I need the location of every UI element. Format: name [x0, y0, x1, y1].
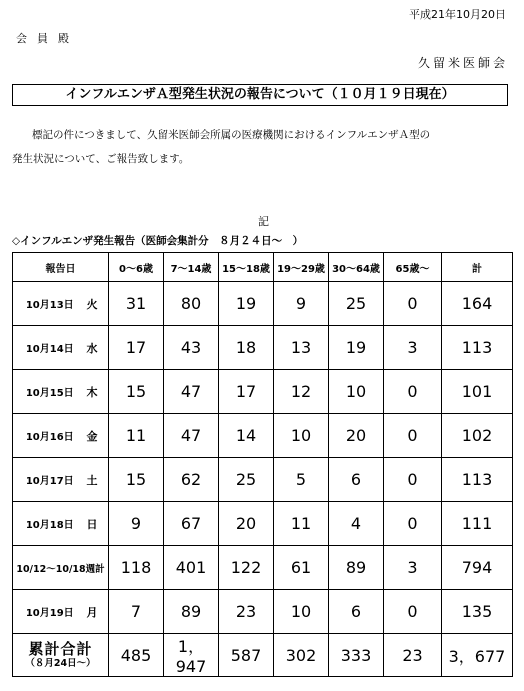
row-date: 10月13日 — [13, 282, 87, 326]
addressee: 会員殿 — [16, 32, 79, 45]
row-weekday: 水 — [87, 326, 109, 370]
cell-age-65-plus: 0 — [384, 370, 442, 414]
cell-total: 794 — [442, 546, 513, 590]
cell-age-7-14: 67 — [164, 502, 219, 546]
cell-age-0-6: 31 — [109, 282, 164, 326]
header-age-30-64: 30～64歳 — [329, 253, 384, 282]
week-range-label: 10/12～10/18週計 — [13, 546, 109, 590]
cell-age-65-plus: 0 — [384, 282, 442, 326]
cell-age-65-plus: 0 — [384, 502, 442, 546]
cell-total: 113 — [442, 326, 513, 370]
table-caption: ◇インフルエンザ発生報告（医師会集計分 ８月２４日～ ） — [12, 235, 304, 247]
row-date: 10月14日 — [13, 326, 87, 370]
cell-age-65-plus: 0 — [384, 414, 442, 458]
document-date: 平成21年10月20日 — [409, 8, 506, 21]
cell-age-0-6: 11 — [109, 414, 164, 458]
cell-age-0-6: 118 — [109, 546, 164, 590]
cell-age-65-plus: 3 — [384, 326, 442, 370]
cell-age-30-64: 333 — [329, 634, 384, 677]
row-weekday: 木 — [87, 370, 109, 414]
influenza-report-table — [12, 252, 513, 677]
cell-age-15-18: 25 — [219, 458, 274, 502]
table-row — [13, 590, 513, 634]
cell-age-0-6: 7 — [109, 590, 164, 634]
row-date: 10月17日 — [13, 458, 87, 502]
cell-age-7-14: 47 — [164, 414, 219, 458]
cell-age-30-64: 10 — [329, 370, 384, 414]
cell-age-65-plus: 3 — [384, 546, 442, 590]
table-row — [13, 414, 513, 458]
table-row — [13, 370, 513, 414]
cell-age-15-18: 23 — [219, 590, 274, 634]
cell-age-15-18: 17 — [219, 370, 274, 414]
row-weekday: 火 — [87, 282, 109, 326]
cell-age-0-6: 17 — [109, 326, 164, 370]
cell-age-7-14: 80 — [164, 282, 219, 326]
cell-age-65-plus: 0 — [384, 458, 442, 502]
cell-age-19-29: 10 — [274, 414, 329, 458]
cell-age-30-64: 6 — [329, 590, 384, 634]
cell-age-15-18: 18 — [219, 326, 274, 370]
cell-age-0-6: 485 — [109, 634, 164, 677]
header-total: 計 — [442, 253, 513, 282]
cumulative-total-period: （８月24日～） — [25, 657, 96, 669]
cell-total: 135 — [442, 590, 513, 634]
cell-age-7-14: 62 — [164, 458, 219, 502]
header-report-date: 報告日 — [13, 253, 109, 282]
cell-age-7-14: 401 — [164, 546, 219, 590]
cell-age-15-18: 20 — [219, 502, 274, 546]
cell-age-15-18: 587 — [219, 634, 274, 677]
cell-age-15-18: 14 — [219, 414, 274, 458]
week-total-row — [13, 546, 513, 590]
cell-age-30-64: 89 — [329, 546, 384, 590]
table-row — [13, 282, 513, 326]
cumulative-total-title: 累計合計 — [28, 639, 93, 658]
header-age-0-6: 0～6歳 — [109, 253, 164, 282]
cell-age-19-29: 302 — [274, 634, 329, 677]
table-row — [13, 502, 513, 546]
cell-total: 102 — [442, 414, 513, 458]
cell-age-15-18: 19 — [219, 282, 274, 326]
table-row — [13, 326, 513, 370]
header-age-19-29: 19～29歳 — [274, 253, 329, 282]
cell-age-65-plus: 0 — [384, 590, 442, 634]
row-date: 10月16日 — [13, 414, 87, 458]
cell-age-19-29: 13 — [274, 326, 329, 370]
header-age-15-18: 15～18歳 — [219, 253, 274, 282]
row-date: 10月18日 — [13, 502, 87, 546]
cell-age-30-64: 20 — [329, 414, 384, 458]
document-title: インフルエンザＡ型発生状況の報告について（１０月１９日現在） — [12, 84, 508, 106]
cell-age-30-64: 6 — [329, 458, 384, 502]
cell-age-0-6: 15 — [109, 370, 164, 414]
row-weekday: 日 — [87, 502, 109, 546]
cell-age-19-29: 11 — [274, 502, 329, 546]
cell-age-19-29: 12 — [274, 370, 329, 414]
sender: 久留米医師会 — [417, 56, 508, 70]
cell-age-30-64: 4 — [329, 502, 384, 546]
row-weekday: 月 — [87, 590, 109, 634]
row-date: 10月19日 — [13, 590, 87, 634]
cell-total: 101 — [442, 370, 513, 414]
cell-age-7-14: 89 — [164, 590, 219, 634]
cell-total: 3，677 — [442, 634, 513, 677]
row-weekday: 土 — [87, 458, 109, 502]
body-text-line-1: 標記の件につきまして、久留米医師会所属の医療機関におけるインフルエンザＡ型の — [32, 129, 431, 141]
cell-age-19-29: 10 — [274, 590, 329, 634]
cell-total: 113 — [442, 458, 513, 502]
ki-heading: 記 — [258, 215, 269, 228]
cell-age-0-6: 15 — [109, 458, 164, 502]
cell-age-30-64: 25 — [329, 282, 384, 326]
table-header-row — [13, 253, 513, 282]
cell-age-7-14: 1，947 — [164, 634, 219, 677]
header-age-7-14: 7～14歳 — [164, 253, 219, 282]
cell-age-15-18: 122 — [219, 546, 274, 590]
cell-age-65-plus: 23 — [384, 634, 442, 677]
body-text-line-2: 発生状況について、ご報告致します。 — [12, 153, 190, 165]
cell-age-19-29: 9 — [274, 282, 329, 326]
cell-age-7-14: 43 — [164, 326, 219, 370]
cell-age-7-14: 47 — [164, 370, 219, 414]
table-row — [13, 458, 513, 502]
row-weekday: 金 — [87, 414, 109, 458]
cell-total: 164 — [442, 282, 513, 326]
cumulative-total-row — [13, 634, 513, 677]
row-date: 10月15日 — [13, 370, 87, 414]
cell-age-19-29: 5 — [274, 458, 329, 502]
cell-total: 111 — [442, 502, 513, 546]
cell-age-0-6: 9 — [109, 502, 164, 546]
cell-age-30-64: 19 — [329, 326, 384, 370]
header-age-65-plus: 65歳～ — [384, 253, 442, 282]
cell-age-19-29: 61 — [274, 546, 329, 590]
cumulative-total-label — [13, 634, 109, 677]
